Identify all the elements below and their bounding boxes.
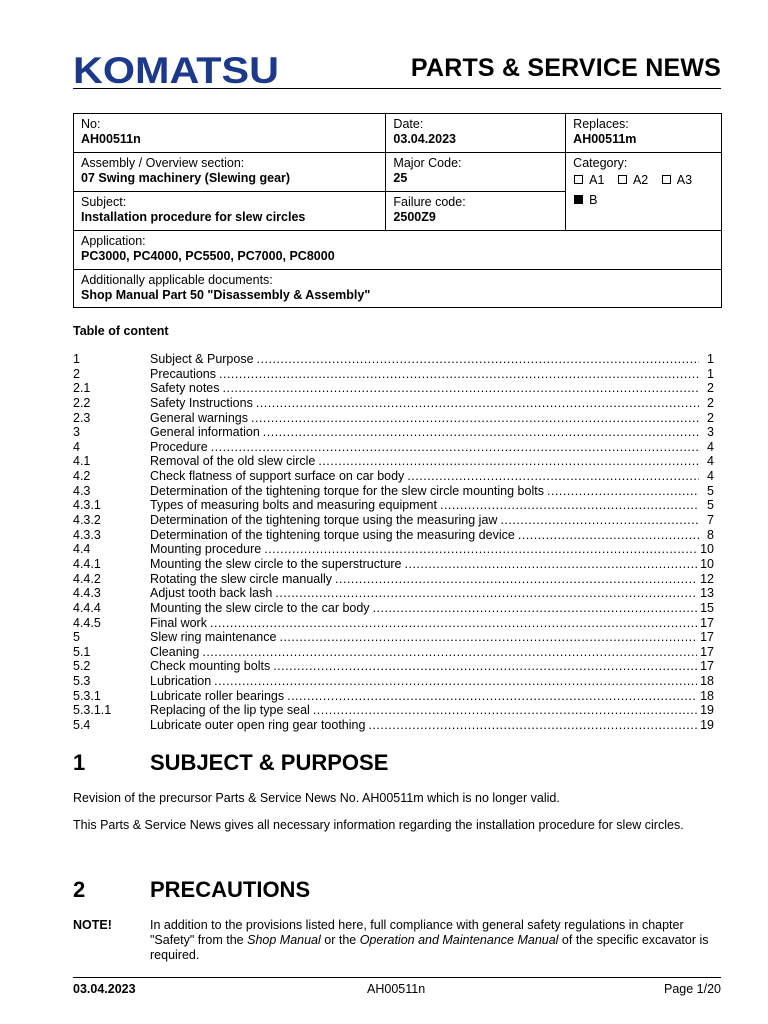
- toc-entry-number: 4.4.1: [73, 556, 101, 571]
- toc-entry[interactable]: [73, 513, 714, 528]
- toc-entry-title: Adjust tooth back lash: [150, 586, 273, 601]
- toc-entry[interactable]: [73, 454, 714, 469]
- toc-entry-page: 17: [700, 615, 714, 630]
- toc-leader-dots: [405, 557, 698, 572]
- toc-entry-title: Precautions: [150, 366, 217, 381]
- note-text: In addition to the provisions listed here, full compliance with general safety regulations in chapter "Safety" from the Shop Manual or the Operation and Maintenance Manual of the specific excavator is required.: [150, 918, 709, 962]
- application-cell: [74, 231, 722, 270]
- komatsu-logo: [73, 50, 281, 86]
- major-code-cell: [386, 153, 566, 192]
- toc-entry-title: Types of measuring bolts and measuring equipment: [150, 498, 437, 513]
- toc-entry-page: 8: [707, 527, 714, 542]
- application-value: PC3000, PC4000, PC5500, PC7000, PC8000: [81, 249, 335, 263]
- toc-entry[interactable]: [73, 440, 714, 455]
- document-title: PARTS & SERVICE NEWS: [410, 54, 721, 82]
- toc-entry-number: 2.3: [73, 410, 91, 425]
- shop-manual-ref: Shop Manual: [247, 933, 321, 947]
- toc-entry-page: 18: [700, 674, 714, 689]
- toc-entry[interactable]: [73, 381, 714, 396]
- subject-cell: [74, 192, 386, 231]
- toc-entry-page: 10: [700, 556, 714, 571]
- toc-entry-number: 4.3.2: [73, 513, 101, 528]
- toc-entry-number: 4.4.3: [73, 586, 101, 601]
- toc-leader-dots: [407, 469, 699, 484]
- replaces-value: AH00511m: [573, 132, 637, 146]
- toc-entry-page: 1: [707, 352, 714, 366]
- major-code-value: 25: [393, 171, 408, 185]
- toc-entry-page: 13: [700, 586, 714, 601]
- toc-entry-title: Mounting the slew circle to the car body: [150, 600, 370, 615]
- toc-entry-title: Lubricate roller bearings: [150, 688, 285, 703]
- toc-entry-title: Replacing of the lip type seal: [150, 703, 310, 718]
- om-manual-ref: Operation and Maintenance Manual: [359, 933, 559, 947]
- toc-entry-number: 4: [73, 439, 80, 454]
- toc-entry-title: Lubricate outer open ring gear toothing: [150, 718, 366, 733]
- toc-entry[interactable]: [73, 498, 714, 513]
- checked-checkbox-icon: [574, 195, 583, 204]
- toc-leader-dots: [273, 659, 697, 674]
- checkbox-icon: [574, 175, 583, 184]
- toc-entry-title: Lubrication: [150, 674, 212, 689]
- toc-entry-page: 17: [700, 630, 714, 645]
- toc-entry-title: General information: [150, 425, 260, 440]
- toc-leader-dots: [211, 440, 699, 455]
- category-b: B: [573, 193, 597, 207]
- toc-leader-dots: [251, 411, 699, 426]
- toc-leader-dots: [210, 616, 697, 631]
- toc-entry-number: 4.1: [73, 454, 91, 469]
- toc-entry-number: 4.3: [73, 483, 91, 498]
- note-label: NOTE!: [73, 918, 112, 932]
- failure-code-value: 2500Z9: [393, 210, 436, 224]
- toc-entry[interactable]: [73, 542, 714, 557]
- toc-entry-number: 4.3.3: [73, 527, 101, 542]
- toc-entry-title: Safety notes: [150, 381, 220, 396]
- toc-entry[interactable]: [73, 528, 714, 543]
- toc-leader-dots: [500, 513, 699, 528]
- application-label: Application:: [81, 234, 146, 248]
- category-cell: [566, 153, 722, 231]
- toc-entry-title: General warnings: [150, 410, 248, 425]
- toc-leader-dots: [518, 528, 699, 543]
- toc-entry[interactable]: [73, 425, 714, 440]
- toc-leader-dots: [275, 586, 697, 601]
- toc-entry-page: 12: [700, 571, 714, 586]
- toc-entry[interactable]: [73, 601, 714, 616]
- document-info-table: [73, 113, 722, 308]
- toc-entry[interactable]: [73, 630, 714, 645]
- toc-entry[interactable]: [73, 616, 714, 631]
- toc-entry[interactable]: [73, 645, 714, 660]
- toc-leader-dots: [313, 703, 697, 718]
- toc-entry[interactable]: [73, 689, 714, 704]
- toc-entry-page: 1: [707, 366, 714, 381]
- toc-leader-dots: [440, 498, 699, 513]
- toc-entry-number: 3: [73, 425, 80, 440]
- date-value: 03.04.2023: [393, 132, 456, 146]
- toc-entry-number: 2.1: [73, 381, 91, 396]
- toc-entry-number: 5.3.1: [73, 688, 101, 703]
- date-label: Date:: [393, 117, 424, 131]
- toc-entry-page: 3: [707, 425, 714, 440]
- toc-entry-number: 5.2: [73, 659, 91, 674]
- toc-entry-number: 5.4: [73, 718, 91, 733]
- subject-value: Installation procedure for slew circles: [81, 210, 306, 224]
- toc-leader-dots: [214, 674, 697, 689]
- toc-leader-dots: [264, 542, 697, 557]
- toc-entry[interactable]: [73, 703, 714, 718]
- toc-entry-page: 19: [700, 703, 714, 718]
- toc-entry[interactable]: [73, 484, 714, 499]
- toc-entry-page: 4: [707, 469, 714, 484]
- toc-entry-number: 5.1: [73, 644, 91, 659]
- number-value: AH00511n: [81, 132, 141, 146]
- toc-entry[interactable]: [73, 557, 714, 572]
- checkbox-icon: [618, 175, 627, 184]
- toc-leader-dots: [279, 630, 697, 645]
- toc-entry-title: Determination of the tightening torque using the measuring device: [150, 527, 515, 542]
- toc-entry[interactable]: [73, 367, 714, 382]
- documents-value: Shop Manual Part 50 "Disassembly & Assembly": [81, 288, 371, 302]
- toc-leader-dots: [547, 484, 699, 499]
- category-options: [573, 173, 714, 188]
- footer-divider: [73, 977, 721, 978]
- toc-leader-dots: [219, 367, 699, 382]
- toc-entry-title: Determination of the tightening torque for the slew circle mounting bolts: [150, 483, 544, 498]
- header-divider: [73, 88, 721, 89]
- toc-entry-title: Final work: [150, 615, 207, 630]
- toc-entry-number: 4.4.2: [73, 571, 101, 586]
- toc-entry[interactable]: [73, 352, 714, 367]
- toc-entry-title: Subject & Purpose: [150, 352, 254, 366]
- category-a2: A2: [617, 173, 648, 187]
- table-of-contents: [73, 352, 714, 733]
- assembly-value: 07 Swing machinery (Slewing gear): [81, 171, 291, 185]
- toc-entry-page: 19: [700, 718, 714, 733]
- toc-entry[interactable]: [73, 396, 714, 411]
- toc-entry-number: 5.3.1.1: [73, 703, 112, 718]
- toc-entry[interactable]: [73, 586, 714, 601]
- toc-leader-dots: [256, 396, 699, 411]
- documents-cell: [74, 270, 722, 308]
- toc-entry-number: 1: [73, 352, 80, 366]
- toc-entry-page: 17: [700, 644, 714, 659]
- assembly-label: Assembly / Overview section:: [81, 156, 245, 170]
- failure-code-label: Failure code:: [393, 195, 466, 209]
- date-cell: [386, 114, 566, 153]
- toc-entry-page: 5: [707, 483, 714, 498]
- toc-leader-dots: [368, 718, 697, 733]
- category-a1: A1: [573, 173, 604, 187]
- toc-leader-dots: [373, 601, 698, 616]
- toc-entry-number: 5: [73, 630, 80, 645]
- toc-leader-dots: [263, 425, 699, 440]
- checkbox-icon: [662, 175, 671, 184]
- section-number: 1: [73, 750, 86, 775]
- toc-entry-title: Slew ring maintenance: [150, 630, 277, 645]
- toc-entry-number: 5.3: [73, 674, 91, 689]
- toc-entry[interactable]: [73, 411, 714, 426]
- toc-entry-title: Determination of the tightening torque using the measuring jaw: [150, 513, 498, 528]
- section-2-heading: [73, 877, 310, 903]
- toc-entry-page: 5: [707, 498, 714, 513]
- toc-entry-page: 2: [707, 381, 714, 396]
- toc-entry-title: Rotating the slew circle manually: [150, 571, 333, 586]
- category-a3: A3: [661, 173, 692, 187]
- toc-entry-number: 2: [73, 366, 80, 381]
- toc-entry[interactable]: [73, 572, 714, 587]
- toc-entry-page: 17: [700, 659, 714, 674]
- toc-entry-page: 4: [707, 439, 714, 454]
- toc-entry-title: Procedure: [150, 439, 208, 454]
- toc-entry[interactable]: [73, 718, 714, 733]
- number-cell: [74, 114, 386, 153]
- paragraph: Revision of the precursor Parts & Service News No. AH00511m which is no longer valid.: [73, 791, 560, 805]
- major-code-label: Major Code:: [393, 156, 462, 170]
- assembly-cell: [74, 153, 386, 192]
- toc-entry-page: 4: [707, 454, 714, 469]
- toc-entry-title: Mounting procedure: [150, 542, 262, 557]
- category-options-2: [573, 193, 714, 208]
- toc-entry-title: Safety Instructions: [150, 395, 253, 410]
- footer-date: 03.04.2023: [73, 982, 136, 996]
- toc-entry-title: Mounting the slew circle to the superstructure: [150, 556, 402, 571]
- documents-label: Additionally applicable documents:: [81, 273, 273, 287]
- toc-entry-number: 2.2: [73, 395, 91, 410]
- section-title: PRECAUTIONS: [150, 877, 311, 902]
- failure-code-cell: [386, 192, 566, 231]
- toc-entry-number: 4.3.1: [73, 498, 101, 513]
- toc-entry-number: 4.4: [73, 542, 91, 557]
- toc-leader-dots: [257, 352, 699, 367]
- number-label: No:: [81, 117, 101, 131]
- toc-entry-page: 18: [700, 688, 714, 703]
- toc-entry-page: 15: [700, 600, 714, 615]
- footer-doc-number: AH00511n: [367, 982, 426, 996]
- toc-entry-page: 2: [707, 395, 714, 410]
- toc-leader-dots: [287, 689, 697, 704]
- toc-entry-title: Cleaning: [150, 644, 200, 659]
- subject-label: Subject:: [81, 195, 127, 209]
- toc-leader-dots: [335, 572, 697, 587]
- toc-entry-number: 4.4.5: [73, 615, 101, 630]
- section-title: SUBJECT & PURPOSE: [150, 750, 389, 775]
- toc-entry-title: Check flatness of support surface on car body: [150, 469, 405, 484]
- toc-entry-number: 4.2: [73, 469, 91, 484]
- svg-text:KOMATSU: KOMATSU: [73, 50, 279, 86]
- toc-entry-title: Removal of the old slew circle: [150, 454, 316, 469]
- replaces-cell: [566, 114, 722, 153]
- toc-entry-page: 10: [700, 542, 714, 557]
- toc-leader-dots: [318, 454, 699, 469]
- toc-entry[interactable]: [73, 469, 714, 484]
- replaces-label: Replaces:: [573, 117, 629, 131]
- section-number: 2: [73, 877, 86, 902]
- toc-entry[interactable]: [73, 659, 714, 674]
- category-label: Category:: [573, 156, 628, 170]
- toc-entry-title: Check mounting bolts: [150, 659, 271, 674]
- toc-heading: Table of content: [73, 324, 169, 338]
- toc-entry-number: 4.4.4: [73, 600, 101, 615]
- toc-leader-dots: [202, 645, 697, 660]
- toc-entry-page: 2: [707, 410, 714, 425]
- paragraph: This Parts & Service News gives all necessary information regarding the installation procedure for slew circles.: [73, 818, 684, 832]
- toc-entry[interactable]: [73, 674, 714, 689]
- footer-page-number: Page 1/20: [664, 982, 721, 996]
- toc-leader-dots: [223, 381, 700, 396]
- toc-entry-page: 7: [707, 513, 714, 528]
- section-1-heading: [73, 750, 388, 776]
